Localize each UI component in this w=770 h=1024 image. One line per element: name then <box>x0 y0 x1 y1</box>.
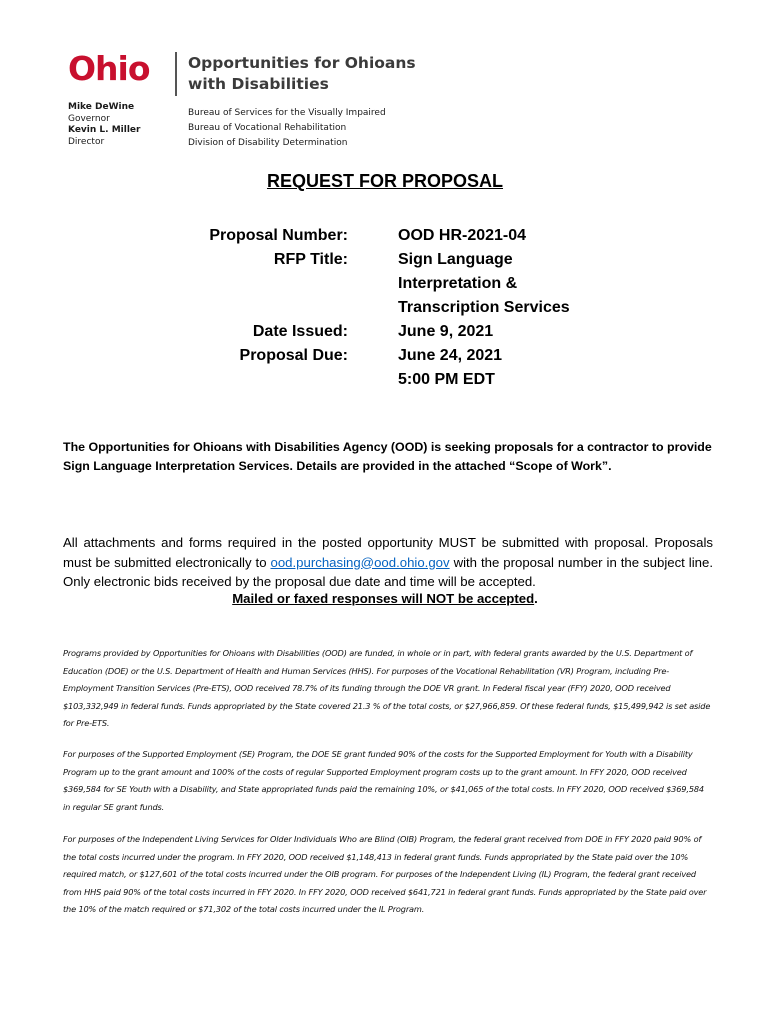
bureau-item: Division of Disability Determination <box>188 138 348 148</box>
rfp-title-line: Transcription Services <box>398 299 570 316</box>
rfp-title-label: RFP Title: <box>273 251 348 268</box>
bureau-item: Bureau of Vocational Rehabilitation <box>188 123 347 133</box>
agency-name-line2: with Disabilities <box>188 75 329 93</box>
director-title: Director <box>68 136 105 147</box>
mailed-notice-text: Mailed or faxed responses will NOT be accepted <box>232 591 535 606</box>
proposal-info <box>120 224 648 392</box>
bureau-item: Bureau of Services for the Visually Impaired <box>188 108 386 118</box>
purchasing-email-link[interactable]: ood.purchasing@ood.ohio.gov <box>270 554 450 570</box>
date-issued-value: June 9, 2021 <box>398 323 494 340</box>
proposal-number-label: Proposal Number: <box>209 227 348 244</box>
document-title: REQUEST FOR PROPOSAL <box>266 171 504 191</box>
info-row-rfp-title <box>120 248 648 320</box>
logo-divider <box>175 52 177 96</box>
info-row-date-issued <box>120 320 648 344</box>
info-row-proposal-due <box>120 344 648 392</box>
proposal-number-value: OOD HR-2021-04 <box>398 227 527 244</box>
info-row-proposal-number <box>120 224 648 248</box>
agency-name <box>188 53 448 95</box>
date-issued-label: Date Issued: <box>252 323 348 340</box>
attachments-text-after: with the proposal number in the subject line. Only electronic bids received by the proposal due date and time will be accepted. <box>63 554 714 589</box>
attachments-text: All attachments and forms required in the posted opportunity MUST be submitted with proposal. Proposals must be submitted electronically to <box>63 535 713 570</box>
attachments-paragraph <box>63 533 713 592</box>
rfp-title-line: Sign Language <box>398 251 513 268</box>
mailed-notice <box>0 591 770 606</box>
officials-block <box>68 102 140 148</box>
governor-title: Governor <box>68 113 110 124</box>
rfp-title-value <box>398 248 648 320</box>
governor-name: Mike DeWine <box>68 102 135 112</box>
director-name: Kevin L. Miller <box>68 125 141 135</box>
bureaus-list <box>188 106 386 151</box>
funding-paragraph-se: For purposes of the Supported Employment (SE) Program, the DOE SE grant funded 90% of the costs for the Supported Employment for Youth with a Disability Program up to the grant amount and 100% of the costs of regular Supported Employment program costs up to the grant amount. In FFY 2020, OOD received $369,584 for SE Youth with a Disability, and State appropriated funds paid the remaining 10%, or $41,065 of the total costs. In FFY 2020, OOD received $369,584 in regular SE grant funds. <box>63 749 704 812</box>
proposal-due-value <box>398 344 648 392</box>
rfp-title-line: Interpretation & <box>398 275 518 292</box>
funding-paragraph-oib-il: For purposes of the Independent Living Services for Older Individuals Who are Blind (OIB) Program, the federal grant received from DOE in FFY 2020 paid 90% of the total costs incurred under the program. In FFY 2020, OOD received $1,148,413 in federal grant funds. Funds appropriated by the State paid over the 10% required match, or $127,601 of the total costs incurred under the OIB program. For purposes of the Independent Living (IL) Program, the federal grant received from HHS paid 90% of the total costs incurred in FFY 2020. In FFY 2020, OOD received $641,721 in federal grant funds. Funds appropriated by the State paid over the 10% of the match required or $71,302 of the total costs incurred under the IL Program. <box>63 834 707 914</box>
proposal-due-date: June 24, 2021 <box>398 347 503 364</box>
intro-paragraph: The Opportunities for Ohioans with Disabilities Agency (OOD) is seeking proposals for a contractor to provide Sign Language Interpretation Services. Details are provided in the attached “Scope of Work”. <box>63 440 712 473</box>
agency-name-line1: Opportunities for Ohioans <box>188 54 416 72</box>
proposal-due-time: 5:00 PM EDT <box>398 371 495 388</box>
proposal-due-label: Proposal Due: <box>239 347 348 364</box>
ohio-logo: Ohio <box>68 49 150 88</box>
funding-paragraph-vr: Programs provided by Opportunities for Ohioans with Disabilities (OOD) are funded, in whole or in part, with federal grants awarded by the U.S. Department of Education (DOE) or the U.S. Department of Health and Human Services (HHS). For purposes of the Vocational Rehabilitation (VR) Program, including Pre-Employment Transition Services (Pre-ETS), OOD received 78.7% of its funding through the DOE VR grant. In Federal fiscal year (FFY) 2020, OOD received $103,332,949 in federal funds. Funds appropriated by the State covered 21.3 % of the total costs, or $27,966,859. Of these federal funds, $15,499,942 is set aside for Pre-ETS. <box>63 648 711 728</box>
mailed-notice-period: . <box>534 591 538 606</box>
